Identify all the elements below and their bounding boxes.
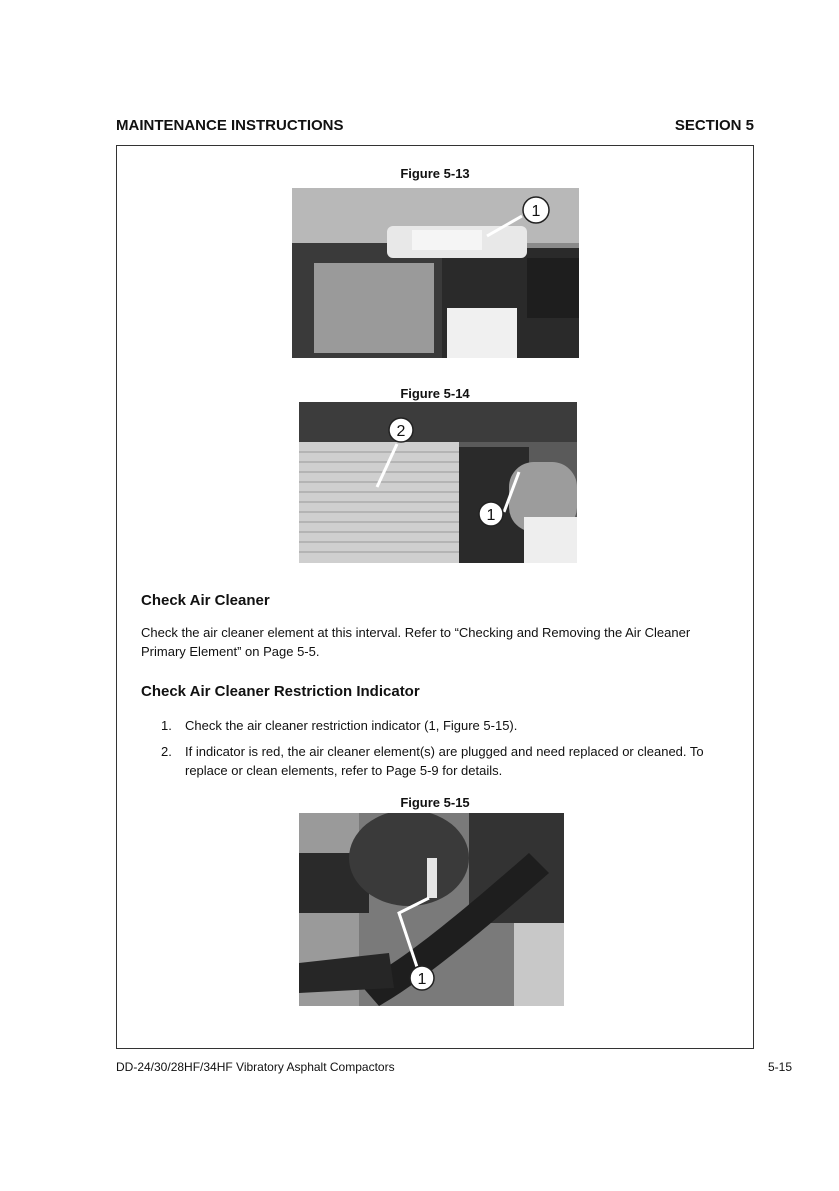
content-frame (116, 145, 754, 1049)
figure-5-14-callout-2: 2 (396, 423, 406, 440)
header-section: SECTION 5 (674, 117, 754, 134)
step-1-number: 1. (161, 718, 172, 733)
figure-5-13-title: Figure 5-13 (400, 166, 470, 181)
paragraph-check-air-cleaner: Check the air cleaner element at this interval. Refer to “Checking and Removing the Air Cleaner Primary Element” on Page 5-5. (141, 625, 691, 659)
figure-5-14-title: Figure 5-14 (400, 386, 470, 401)
figure-5-13-illustration (292, 188, 579, 358)
heading-restriction-indicator: Check Air Cleaner Restriction Indicator (141, 683, 420, 700)
footer-document-title: DD-24/30/28HF/34HF Vibratory Asphalt Compactors (116, 1060, 395, 1074)
figure-5-15-photo (299, 813, 564, 1006)
figure-5-15-callout-1: 1 (417, 971, 427, 988)
step-2-text: If indicator is red, the air cleaner element(s) are plugged and need replaced or cleaned. To replace or clean elements, refer to Page 5-9 for details. (185, 744, 704, 778)
step-2-number: 2. (161, 744, 172, 759)
heading-check-air-cleaner: Check Air Cleaner (141, 592, 270, 609)
header-title: MAINTENANCE INSTRUCTIONS (116, 117, 344, 134)
step-1-text: Check the air cleaner restriction indicator (1, Figure 5-15). (185, 718, 518, 733)
page-header (116, 117, 754, 137)
figure-5-13-photo (292, 188, 579, 358)
figure-5-15-title: Figure 5-15 (400, 795, 470, 810)
figure-5-14-callout-1: 1 (486, 507, 496, 524)
figure-5-13-callout-1: 1 (531, 203, 541, 220)
figure-5-15-illustration (299, 813, 564, 1006)
footer-page-number: 5-15 (767, 1060, 792, 1074)
step-2 (161, 742, 731, 782)
step-1 (161, 716, 731, 736)
figure-5-14-photo (299, 402, 577, 563)
figure-5-14-illustration (299, 402, 577, 563)
